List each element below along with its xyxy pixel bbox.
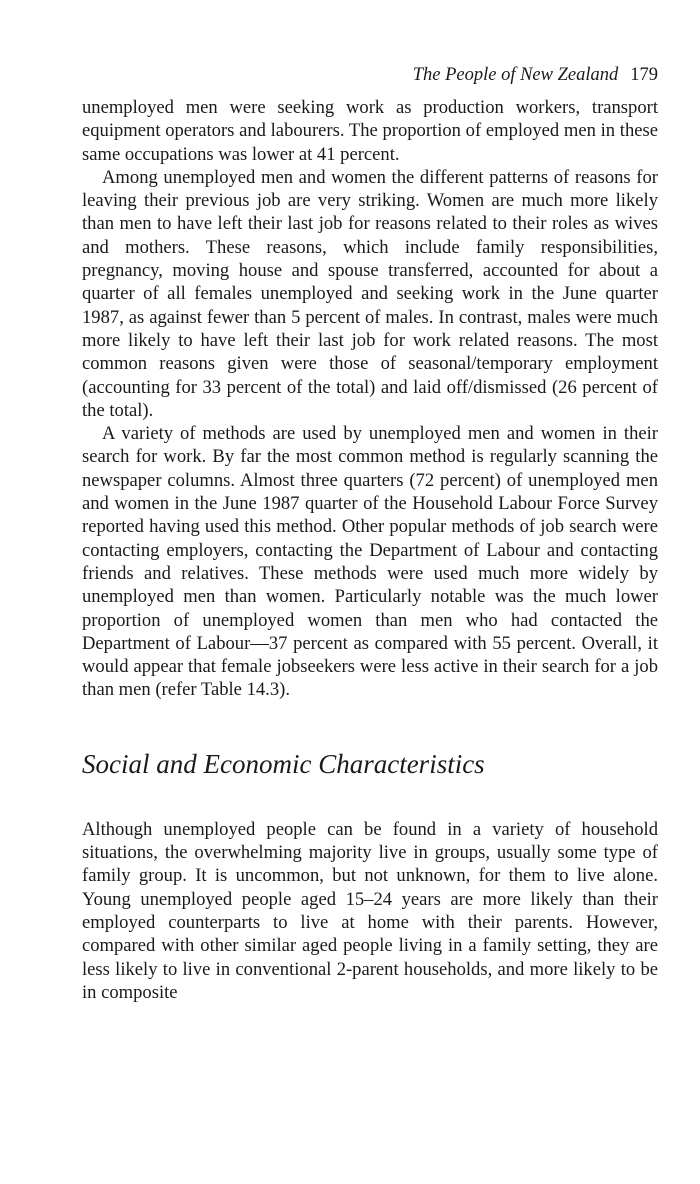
- running-head: [82, 58, 658, 92]
- page-number: 179: [630, 65, 658, 85]
- paragraph-household-situations: Although unemployed people can be found in a variety of household situations, the overwhelming majority live in groups, usually some type of family group. It is uncommon, but not unknown, for them to live alone. Young unemployed people aged 15–24 years are more likely than their employed counterparts to live at home with their parents. However, compared with other similar aged people living in a family setting, they are less likely to live in conventional 2-parent households, and more likely to be in composite: [82, 818, 658, 1003]
- paragraph-reasons-leaving-job: Among unemployed men and women the different patterns of reasons for leaving their previous job are very striking. Women are much more likely than men to have left their last job for reasons related to their roles as wives and mothers. These reasons, which include family responsibilities, pregnancy, moving house and spouse transferred, accounted for about a quarter of all females unemployed and seeking work in the June quarter 1987, as against fewer than 5 percent of males. In contrast, males were much more likely to have left their last job for work related reasons. The most common reasons given were those of seasonal/temporary employment (accounting for 33 percent of the total) and laid off/​dismissed (26 percent of the total).: [82, 166, 658, 421]
- paragraph-continued: unemployed men were seeking work as production workers, transport equipment operators and labourers. The proportion of employed men in these same occupations was lower at 41 percent.: [82, 97, 658, 165]
- section-heading: Social and Economic Characteristics: [82, 748, 485, 779]
- book-page: [82, 58, 658, 1004]
- running-head-title: The People of New Zealand: [412, 65, 619, 85]
- paragraph-job-search-methods: A variety of methods are used by unemployed men and women in their search for work. By far the most common method is regularly scanning the newspaper columns. Almost three quarters (72 percent) of unemployed men and women in the June 1987 quarter of the Household Labour Force Survey reported having used this method. Other popular methods of job search were contacting employers, contacting the Department of Labour and contacting friends and relatives. These methods were used much more widely by unemployed men than women. Particularly notable was the much lower proportion of unemployed women than men who had contacted the Department of Labour—37 percent as compared with 55 percent. Overall, it would appear that female jobseekers were less active in their search for a job than men (refer Table 14.3).: [82, 423, 658, 701]
